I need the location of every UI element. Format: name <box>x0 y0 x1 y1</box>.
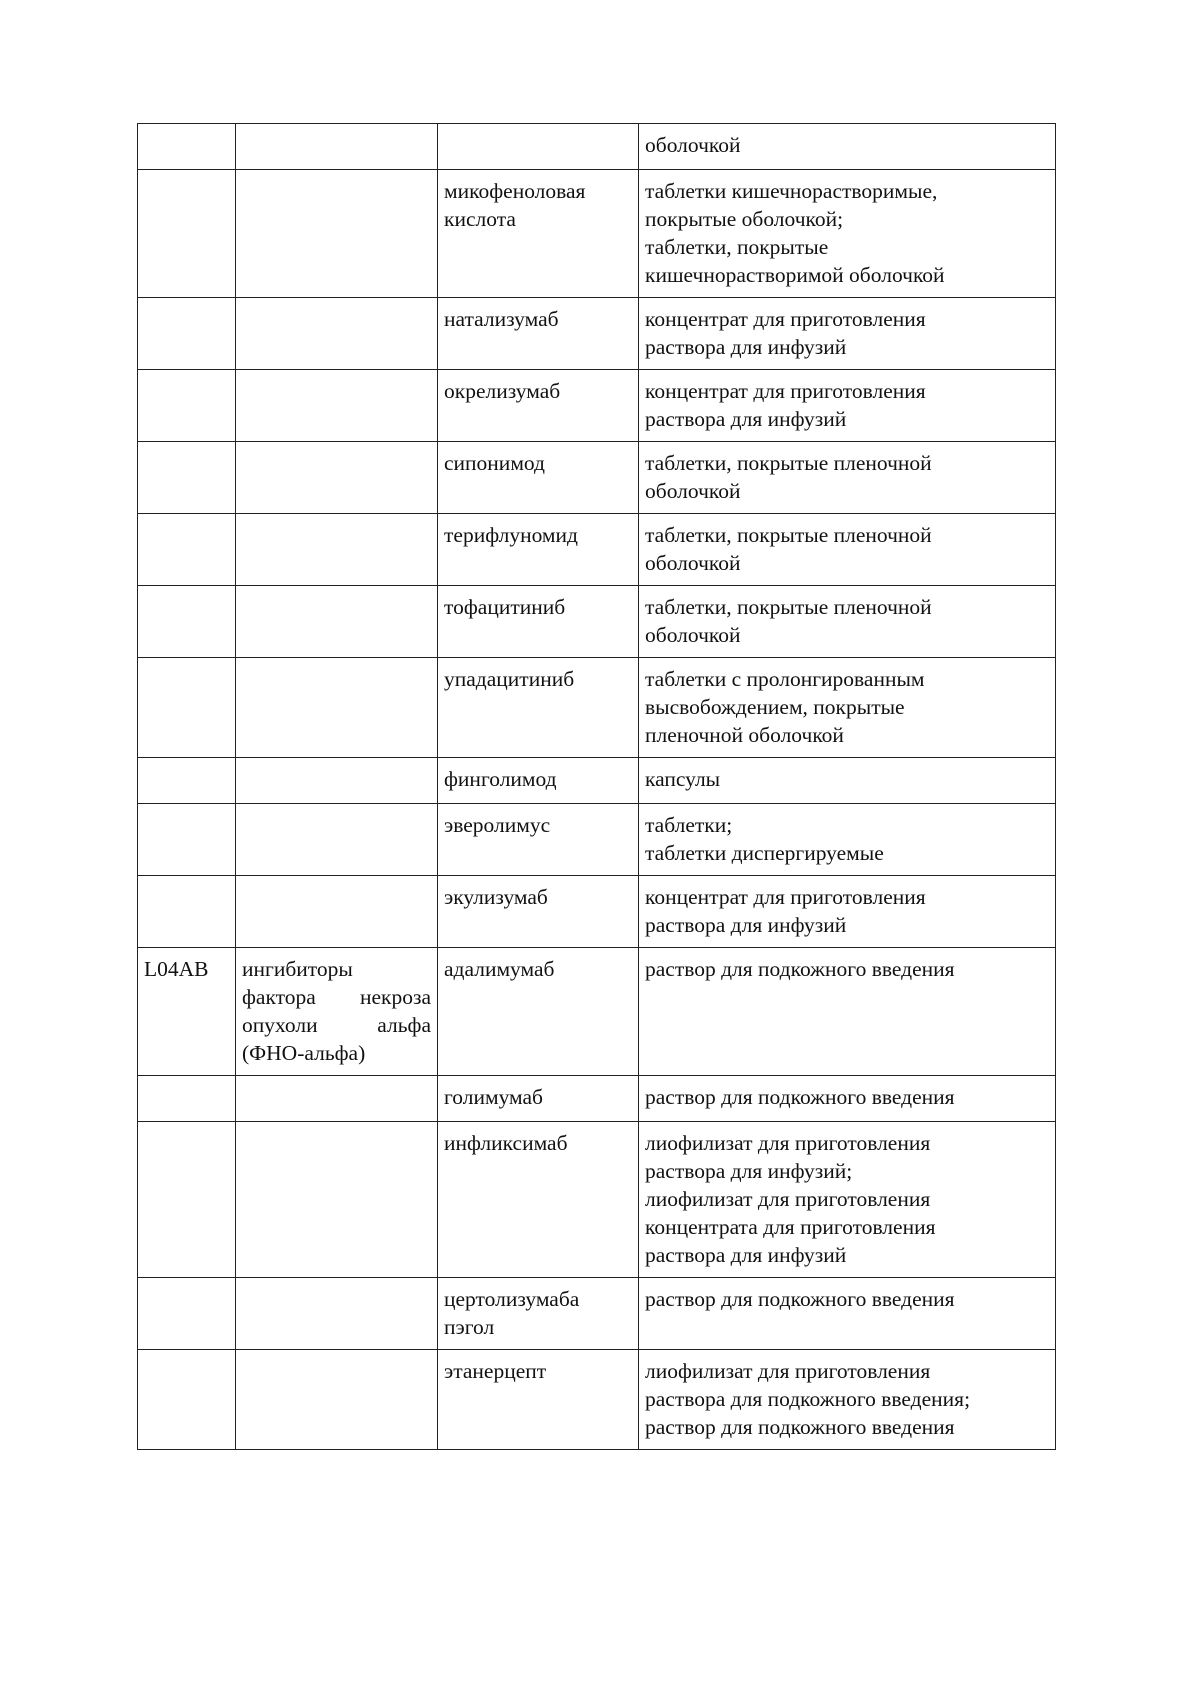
drug-name-cell-text: эверолимус <box>444 813 551 837</box>
dosage-form-cell-text: лиофилизат для приготовления раствора для подкожного введения; раствор для подкожного введения <box>645 1359 971 1439</box>
table-row <box>138 124 1056 170</box>
drug-name-cell <box>438 1122 639 1278</box>
table-row <box>138 170 1056 298</box>
table-body <box>138 124 1056 1450</box>
table-row <box>138 804 1056 876</box>
atc-code-cell <box>138 876 236 948</box>
drug-name-cell <box>438 1076 639 1122</box>
atc-code-cell <box>138 1122 236 1278</box>
drug-name-cell <box>438 124 639 170</box>
dosage-form-cell-text: капсулы <box>645 767 721 791</box>
table-row <box>138 758 1056 804</box>
group-name-cell <box>236 804 438 876</box>
group-name-cell <box>236 170 438 298</box>
drug-name-cell-text: натализумаб <box>444 307 559 331</box>
group-name-cell <box>236 442 438 514</box>
drug-name-cell <box>438 658 639 758</box>
drug-name-cell-text: сипонимод <box>444 451 545 475</box>
dosage-form-cell <box>639 1076 1056 1122</box>
drug-name-cell <box>438 514 639 586</box>
group-name-cell <box>236 758 438 804</box>
drug-name-cell-text: тофацитиниб <box>444 595 566 619</box>
drug-name-cell-text: голимумаб <box>444 1085 543 1109</box>
group-name-cell-text: ингибиторы фактора некроза опухоли альфа (ФНО-альфа) <box>242 957 431 1065</box>
atc-code-cell <box>138 658 236 758</box>
dosage-form-cell <box>639 758 1056 804</box>
dosage-form-cell <box>639 948 1056 1076</box>
dosage-form-cell-text: таблетки, покрытые пленочной оболочкой <box>645 523 932 575</box>
dosage-form-cell-text: концентрат для приготовления раствора для инфузий <box>645 307 926 359</box>
atc-code-cell <box>138 514 236 586</box>
group-name-cell <box>236 124 438 170</box>
atc-code-cell <box>138 758 236 804</box>
dosage-form-cell-text: раствор для подкожного введения <box>645 957 955 981</box>
table-row <box>138 1350 1056 1450</box>
drug-name-cell-text: экулизумаб <box>444 885 548 909</box>
drug-name-cell <box>438 948 639 1076</box>
table-row <box>138 948 1056 1076</box>
dosage-form-cell-text: таблетки; таблетки диспергируемые <box>645 813 884 865</box>
dosage-form-cell-text: концентрат для приготовления раствора для инфузий <box>645 379 926 431</box>
dosage-form-cell-text: лиофилизат для приготовления раствора для инфузий; лиофилизат для приготовления концентрата для приготовления раствора для инфузий <box>645 1131 936 1267</box>
group-name-cell <box>236 298 438 370</box>
atc-code-cell <box>138 1076 236 1122</box>
group-name-cell <box>236 586 438 658</box>
drug-name-cell <box>438 1350 639 1450</box>
group-name-cell <box>236 1076 438 1122</box>
dosage-form-cell <box>639 1122 1056 1278</box>
table-row <box>138 876 1056 948</box>
atc-code-cell <box>138 804 236 876</box>
drug-name-cell <box>438 370 639 442</box>
table-row <box>138 298 1056 370</box>
atc-code-cell <box>138 370 236 442</box>
group-name-cell <box>236 370 438 442</box>
dosage-form-cell <box>639 442 1056 514</box>
drug-name-cell-text: цертолизумаба пэгол <box>444 1287 580 1339</box>
drug-name-cell <box>438 170 639 298</box>
drug-name-cell-text: упадацитиниб <box>444 667 575 691</box>
drug-name-cell-text: этанерцепт <box>444 1359 547 1383</box>
dosage-form-cell-text: таблетки кишечнорастворимые, покрытые оболочкой; таблетки, покрытые кишечнорастворимой оболочкой <box>645 179 945 287</box>
dosage-form-cell-text: раствор для подкожного введения <box>645 1287 955 1311</box>
dosage-form-cell <box>639 124 1056 170</box>
dosage-form-cell <box>639 876 1056 948</box>
drug-name-cell <box>438 876 639 948</box>
dosage-form-cell-text: раствор для подкожного введения <box>645 1085 955 1109</box>
drug-name-cell <box>438 1278 639 1350</box>
dosage-form-cell-text: таблетки, покрытые пленочной оболочкой <box>645 451 932 503</box>
dosage-form-cell <box>639 804 1056 876</box>
drug-name-cell-text: терифлуномид <box>444 523 578 547</box>
dosage-form-cell <box>639 170 1056 298</box>
atc-code-cell <box>138 1278 236 1350</box>
drug-name-cell <box>438 758 639 804</box>
drug-name-cell-text: инфликсимаб <box>444 1131 568 1155</box>
group-name-cell <box>236 876 438 948</box>
drug-name-cell-text: микофеноловая кислота <box>444 179 586 231</box>
group-name-cell <box>236 948 438 1076</box>
group-name-cell <box>236 1122 438 1278</box>
atc-code-cell <box>138 442 236 514</box>
drug-name-cell-text: окрелизумаб <box>444 379 561 403</box>
drug-name-cell <box>438 442 639 514</box>
table-row <box>138 586 1056 658</box>
dosage-form-cell <box>639 370 1056 442</box>
drug-name-cell <box>438 298 639 370</box>
table-row <box>138 1122 1056 1278</box>
table-row <box>138 370 1056 442</box>
table-row <box>138 442 1056 514</box>
dosage-form-cell <box>639 1278 1056 1350</box>
atc-code-cell <box>138 298 236 370</box>
dosage-form-cell-text: таблетки с пролонгированным высвобождением, покрытые пленочной оболочкой <box>645 667 925 747</box>
group-name-cell <box>236 1350 438 1450</box>
drug-name-cell <box>438 804 639 876</box>
atc-code-cell <box>138 586 236 658</box>
dosage-form-cell-text: таблетки, покрытые пленочной оболочкой <box>645 595 932 647</box>
dosage-form-cell-text: оболочкой <box>645 133 741 157</box>
drug-name-cell-text: адалимумаб <box>444 957 555 981</box>
table-row <box>138 1076 1056 1122</box>
dosage-form-cell <box>639 658 1056 758</box>
dosage-form-cell-text: концентрат для приготовления раствора для инфузий <box>645 885 926 937</box>
group-name-cell <box>236 658 438 758</box>
drug-name-cell <box>438 586 639 658</box>
atc-code-cell <box>138 124 236 170</box>
dosage-form-cell <box>639 1350 1056 1450</box>
atc-code-cell <box>138 170 236 298</box>
atc-code-cell <box>138 948 236 1076</box>
drug-table <box>137 123 1056 1450</box>
atc-code-cell-text: L04AB <box>144 957 209 981</box>
group-name-cell <box>236 1278 438 1350</box>
dosage-form-cell <box>639 586 1056 658</box>
drug-name-cell-text: финголимод <box>444 767 557 791</box>
table-row <box>138 1278 1056 1350</box>
dosage-form-cell <box>639 514 1056 586</box>
table-row <box>138 514 1056 586</box>
dosage-form-cell <box>639 298 1056 370</box>
atc-code-cell <box>138 1350 236 1450</box>
table-row <box>138 658 1056 758</box>
group-name-cell <box>236 514 438 586</box>
